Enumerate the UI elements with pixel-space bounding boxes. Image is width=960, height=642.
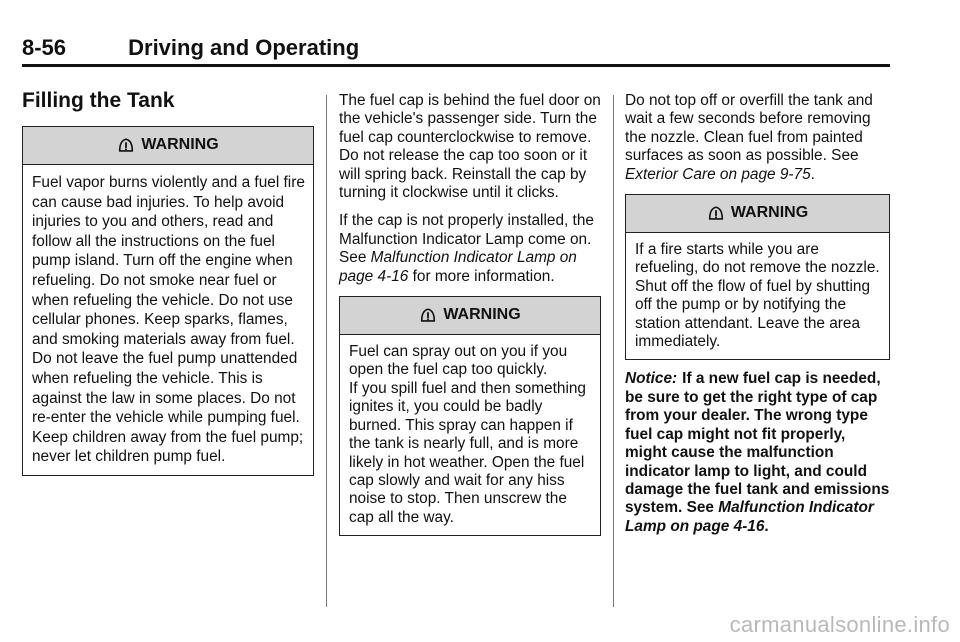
text-run: . <box>810 165 815 183</box>
warning-header <box>626 195 889 233</box>
text-run: for more information. <box>408 267 555 285</box>
warning-box <box>22 126 314 476</box>
warning-text: If a fire starts while you are refueling, do not remove the nozzle. Shut off the flow of fuel by shutting off the pump or by notifying the station attendant. Leave the area immediately. <box>635 241 880 351</box>
warning-label: WARNING <box>730 204 809 222</box>
text-run: . <box>764 517 769 535</box>
body-paragraph <box>339 212 601 286</box>
warning-text: Fuel vapor burns violently and a fuel fire can cause bad injuries. To help avoid injuries to you and others, read and follow all the instructions on the fuel pump island. Turn off the engine when refueling. Do not smoke near fuel or when refueling the vehicle. Do not use cellular phones. Keep sparks, flames, and smoking materials away from fuel. Do not leave the fuel pump unattended when refueling the vehicle. This is against the law in some places. Do not re-enter the vehicle while pumping fuel. Keep children away from the fuel pump; never let children pump fuel. <box>32 174 305 466</box>
warning-body <box>340 335 600 535</box>
warning-icon <box>707 205 725 223</box>
column-1 <box>22 88 314 486</box>
cross-reference-link[interactable]: Malfunction Indicator Lamp on page 4-16 <box>339 249 577 285</box>
page-header <box>22 34 890 67</box>
watermark: carmanualsonline.info <box>729 612 950 637</box>
warning-body <box>626 233 889 359</box>
body-paragraph: The fuel cap is behind the fuel door on the vehicle's passenger side. Turn the fuel cap counterclockwise to remove. Do not release the cap too soon or it will spring back. Reinstall the cap by turning it clockwise until it clicks. <box>339 92 601 202</box>
text-run: If the cap is not properly installed, the Malfunction Indicator Lamp come on. See <box>339 212 594 267</box>
text-run: If a new fuel cap is needed, be sure to get the right type of cap from your dealer. The wrong type fuel cap might not fit properly, might cause the malfunction indicator lamp to light, and could damage the fuel tank and emissions system. See <box>625 370 890 517</box>
text-run: Do not top off or overfill the tank and wait a few seconds before removing the nozzle. Clean fuel from painted surfaces as soon as possible. See <box>625 92 873 165</box>
warning-icon <box>117 137 135 155</box>
warning-text: If you spill fuel and then something ignites it, you could be badly burned. This spray can happen if the tank is nearly full, and is more likely in hot weather. Open the fuel cap slowly and wait for any hiss noise to stop. Then unscrew the cap all the way. <box>349 379 586 526</box>
warning-icon <box>419 307 437 325</box>
warning-box <box>625 194 890 360</box>
warning-header <box>23 127 313 165</box>
section-title: Filling the Tank <box>22 89 175 112</box>
warning-box <box>339 296 601 536</box>
warning-body <box>23 165 313 475</box>
column-3 <box>625 92 890 546</box>
warning-label: WARNING <box>141 136 219 154</box>
warning-header <box>340 297 600 335</box>
page-number: 8-56 <box>22 35 67 60</box>
column-divider <box>613 95 614 607</box>
column-divider <box>326 95 327 607</box>
body-paragraph <box>625 92 890 184</box>
section-name: Driving and Operating <box>128 35 360 60</box>
notice-label: Notice: <box>625 370 678 388</box>
warning-text: Fuel can spray out on you if you open the fuel cap too quickly. <box>349 343 568 379</box>
notice-paragraph <box>625 370 890 536</box>
cross-reference-link[interactable]: Exterior Care on page 9-75 <box>625 165 811 183</box>
warning-label: WARNING <box>443 306 521 324</box>
cross-reference-link[interactable]: Malfunction Indicator Lamp on page 4-16 <box>625 499 874 535</box>
column-2 <box>339 92 601 546</box>
